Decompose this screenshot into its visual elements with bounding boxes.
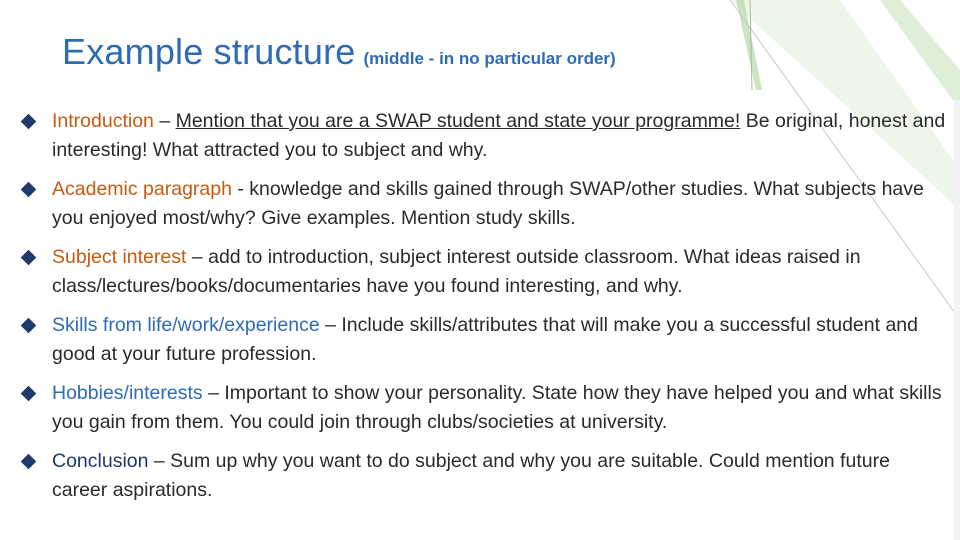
structure-list [20, 107, 950, 515]
diamond-bullet-icon [21, 182, 37, 198]
item-heading: Subject interest [52, 246, 187, 268]
item-text: add to introduction, subject interest outside classroom. What ideas raised in class/lectures/books/documentaries have you found interesting, and why. [52, 246, 861, 297]
item-dash: – [319, 314, 342, 336]
item-heading: Skills from life/work/experience [52, 314, 320, 336]
item-underlined-text: Mention that you are a SWAP student and state your programme! [175, 110, 741, 132]
diamond-bullet-icon [21, 250, 37, 266]
list-item-subject-interest [20, 243, 950, 301]
diamond-bullet-icon [21, 454, 37, 470]
item-text: Important to show your personality. State how they have helped you and what skills you gain from them. You could join through clubs/societies at university. [52, 382, 942, 433]
item-dash: – [202, 382, 225, 404]
list-item-skills [20, 311, 950, 369]
item-heading: Introduction [52, 110, 154, 132]
list-item-conclusion [20, 447, 950, 505]
diamond-bullet-icon [21, 386, 37, 402]
item-text: knowledge and skills gained through SWAP/other studies. What subjects have you enjoyed most/why? Give examples. Mention study skills. [52, 178, 924, 229]
item-heading: Academic paragraph [52, 178, 232, 200]
item-heading: Conclusion [52, 450, 149, 472]
item-text: Be original, honest and interesting! What attracted you to subject and why. [52, 110, 946, 161]
title-subtitle: (middle - in no particular order) [363, 49, 616, 68]
list-item-introduction [20, 107, 950, 165]
item-text: Sum up why you want to do subject and why you are suitable. Could mention future career aspirations. [52, 450, 890, 501]
list-item-hobbies [20, 379, 950, 437]
diamond-bullet-icon [21, 114, 37, 130]
item-dash: - [231, 178, 250, 200]
title-main: Example structure [62, 31, 356, 72]
item-dash: – [186, 246, 209, 268]
item-dash: – [148, 450, 171, 472]
diamond-bullet-icon [21, 318, 37, 334]
list-item-academic-paragraph [20, 175, 950, 233]
item-dash: – [153, 110, 176, 132]
page-title [62, 31, 616, 72]
item-heading: Hobbies/interests [52, 382, 203, 404]
item-text: Include skills/attributes that will make you a successful student and good at your future profession. [52, 314, 918, 365]
